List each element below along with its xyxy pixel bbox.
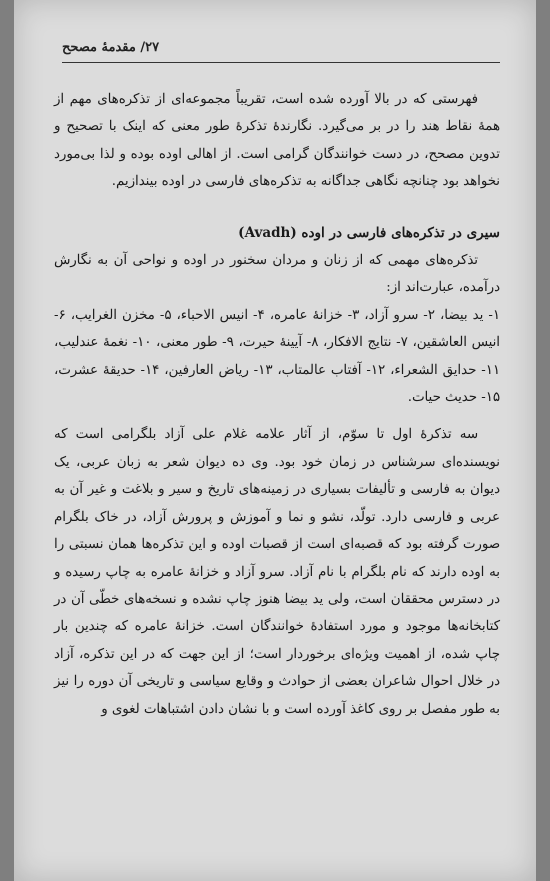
- page-body: [54, 86, 500, 723]
- tazkira-list: ۱- ید بیضا، ۲- سرو آزاد، ۳- خزانهٔ عامره، ۴- انیس الاحباء، ۵- مخزن الغرایب، ۶- انیس العاشقین، ۷- نتایج الافکار، ۸- آیینهٔ حیرت، ۹- طور معنی، ۱۰- نغمهٔ عندلیب، ۱۱- حدایق الشعراء، ۱۲- آفتاب عالمتاب، ۱۳- ریاض العارفین، ۱۴- حدیقهٔ عشرت، ۱۵- حدیث حیات.: [54, 307, 500, 406]
- intro-paragraph: فهرستی که در بالا آورده شده است، تقریباً مجموعه‌ای از تذکره‌های مهم از همهٔ نقاط هند را در بر می‌گیرد. نگارندهٔ تذکرهٔ طور معنی که اینک با تصحیح و تدوین مصحح، در دست خوانندگان گرامی است. از اهالی اوده بوده و لذا بی‌مورد نخواهد بود چنانچه نگاهی جداگانه به تذکره‌های فارسی در اوده بیندازیم.: [54, 92, 500, 190]
- running-head: ۲۷/ مقدمهٔ مصحح: [62, 40, 160, 55]
- book-page: [14, 0, 536, 881]
- page-header: [14, 0, 536, 62]
- body-paragraph: سه تذکرهٔ اول تا سوّم، از آثار علامه غلام علی آزاد بلگرامی است که نویسنده‌ای سرشناس در زمان خود بود. وی ده دیوان شعر به زبان عربی، یک دیوان به فارسی و تألیفات بسیاری در زمینه‌های تاریخ و سیر و بلاغت و غیر آن به عربی و فارسی دارد. تولّد، نشو و نما و آموزش و پرورش آزاد، در خاک بلگرام صورت گرفته بود که قصبه‌ای است از قصبات اوده و این تذکره‌ها همان نسبتی را به اوده دارند که نام بلگرام با نام آزاد. سرو آزاد و خزانهٔ عامره به چاپ رسیده و در دسترس محققان است، ولی ید بیضا هنوز چاپ نشده و نسخه‌های خطّی آن در کتابخانه‌ها موجود و مورد استفادهٔ خوانندگان است. خزانهٔ عامره که چندین بار چاپ شده، از اهمیت ویژه‌ای برخوردار است؛ از این جهت که در این تذکره، آزاد در خلال احوال شاعران بعضی از حوادث و وقایع سیاسی و تاریخی آن دوره را نیز به طور مفصل بر روی کاغذ آورده است و با نشان دادن اشتباهات لغوی و: [54, 427, 500, 717]
- section-heading: سیری در تذکره‌های فارسی در اوده (Avadh): [238, 224, 500, 241]
- lead-paragraph: تذکره‌های مهمی که از زنان و مردان سخنور در اوده و نواحی آن به نگارش درآمده، عبارت‌اند از:: [54, 253, 500, 296]
- header-rule: [62, 62, 500, 63]
